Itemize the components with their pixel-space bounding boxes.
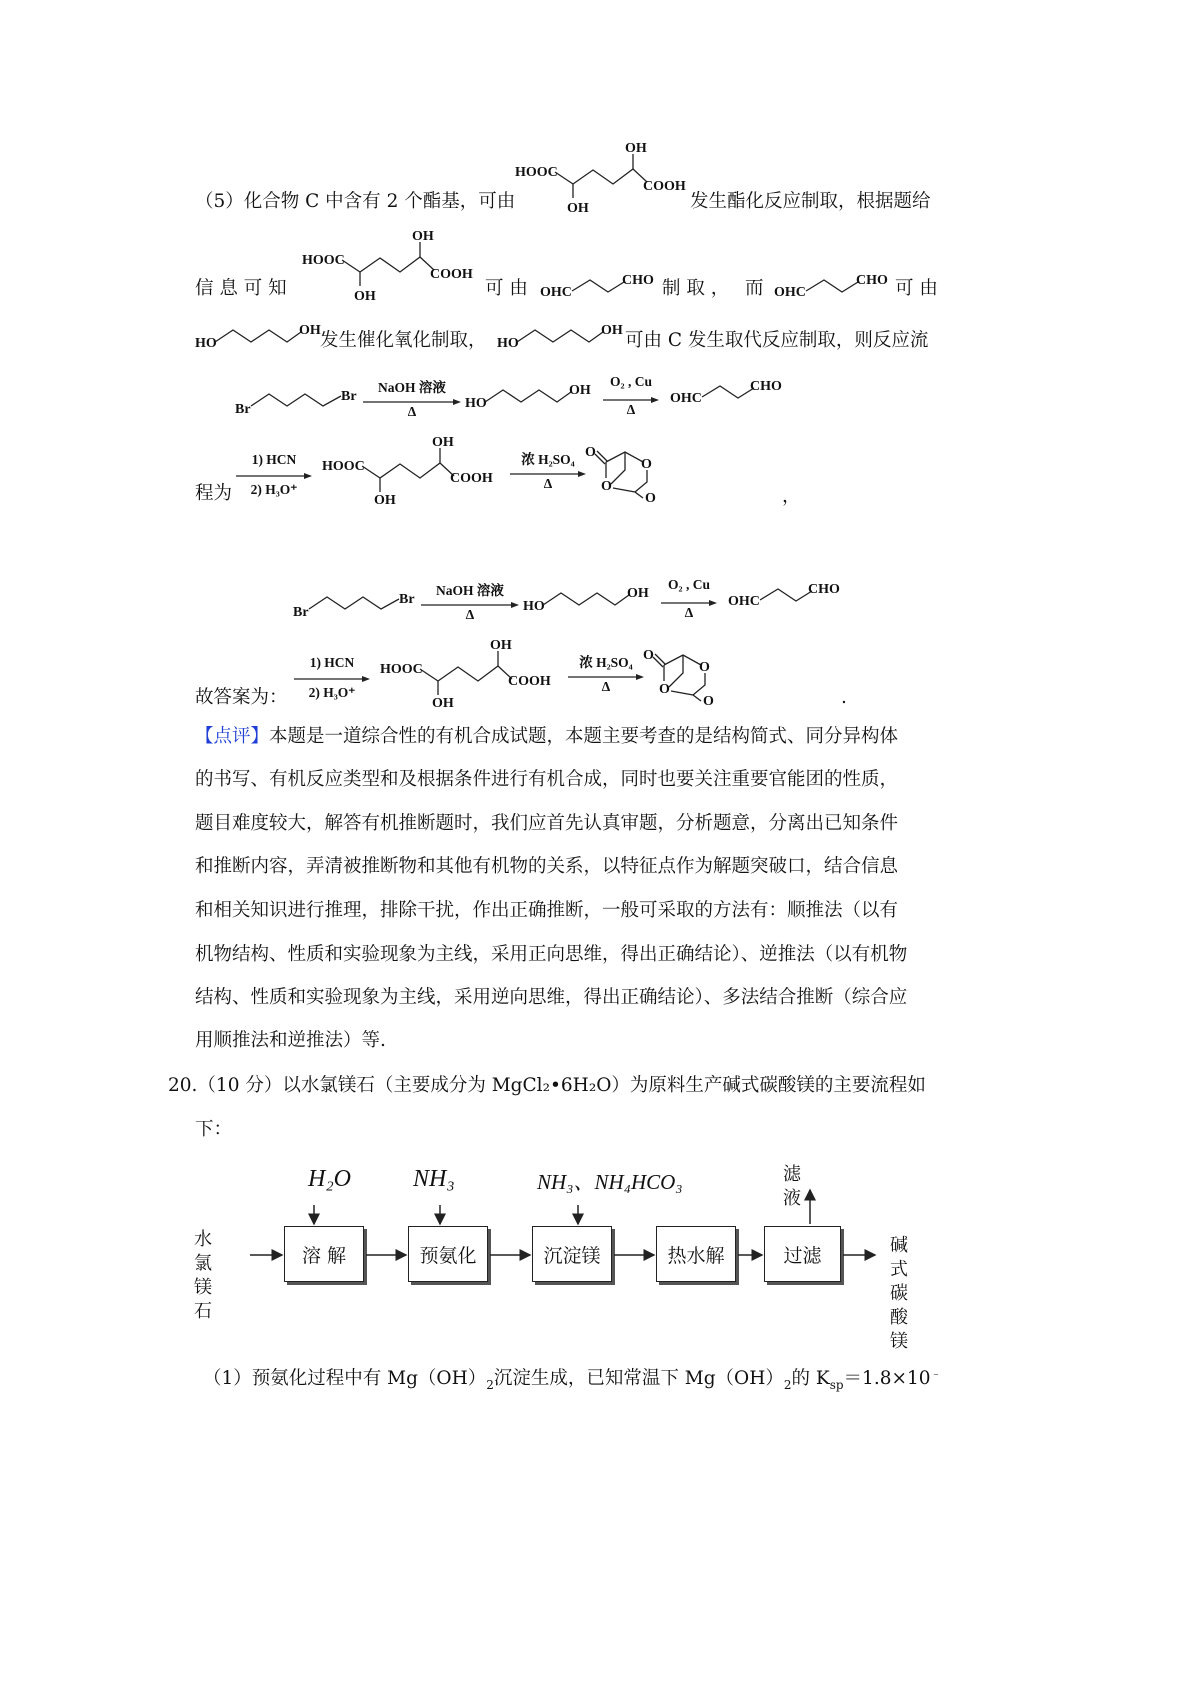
condition-label: Δ	[543, 476, 553, 491]
end-label-line: 碱式	[890, 1235, 908, 1280]
reagent-label: NaOH 溶液	[436, 583, 504, 598]
sub-question-1: （1）预氨化过程中有 $Mg(OH)_2$沉淀生成，已知常温下 $Mg(OH)_2$的 $K_{sp}=1.8\times 10^﹣$	[203, 1367, 942, 1392]
svg-text:O: O	[641, 457, 652, 472]
flow-arrows	[0, 1150, 1200, 1300]
input-label: NH₃	[413, 1166, 455, 1192]
reaction-arrow	[510, 450, 586, 496]
comment-line: 结构、性质和实验现象为主线，采用逆向思维，得出正确结论）、多法结合推断（综合应	[195, 987, 908, 1008]
comment-line: 题目难度较大，解答有机推断题时，我们应首先认真审题，分析题意，分离出已知条件	[195, 813, 899, 834]
reagent-label: 2) H₃O⁺	[308, 685, 356, 700]
reagent-label: O₂ , Cu	[610, 374, 652, 389]
reaction-arrow	[421, 581, 519, 625]
svg-text:O: O	[601, 479, 612, 494]
comment-line: 用顺推法和逆推法）等.	[195, 1030, 386, 1051]
svg-text:HOOC: HOOC	[322, 459, 365, 474]
question-20-stem: 20.（10 分）以水氯镁石（主要成分为 MgCl₂•6H₂O）为原料生产碱式碳酸镁的主要流程如	[168, 1075, 926, 1096]
svg-text:COOH: COOH	[643, 179, 686, 194]
comment-line: 的书写、有机反应类型和及根据条件进行有机合成，同时也要关注重要官能团的性质，	[195, 769, 899, 790]
text-line: ，	[782, 486, 801, 507]
diol-structure	[465, 380, 595, 416]
dibromide-structure	[235, 382, 365, 422]
text-line: 发生催化氧化制取，	[320, 330, 487, 351]
answer-label: 故答案为：	[195, 687, 288, 708]
svg-text:O: O	[645, 491, 656, 506]
comment-line: 和相关知识进行推理，排除干扰，作出正确推断，一般可采取的方法有：顺推法（以有	[195, 900, 899, 921]
svg-text:COOH: COOH	[430, 267, 473, 282]
question-20-stem: 下：	[195, 1119, 233, 1140]
start-label-line: 镁石	[194, 1277, 212, 1322]
diol-structure	[497, 320, 627, 352]
condition-label: Δ	[407, 404, 417, 419]
start-label-line: 水氯	[194, 1229, 212, 1274]
text-line: （5）化合物 C 中含有 2 个酯基，可由	[195, 191, 516, 212]
reagent-label: O₂ , Cu	[668, 577, 710, 592]
comment-tag: 【点评】	[195, 726, 270, 747]
svg-text:OH: OH	[490, 638, 512, 653]
svg-text:Br: Br	[235, 402, 251, 417]
text-line: 可 由	[485, 278, 528, 299]
cyclic-diester-structure	[643, 643, 733, 708]
text-line: 信 息 可 知	[195, 278, 287, 299]
step-pre-ammoniation: 预氨化	[408, 1226, 488, 1282]
text-line: 发生酯化反应制取，根据题给	[690, 191, 931, 212]
reagent-label: 浓 H₂SO₄	[521, 452, 575, 467]
svg-text:OH: OH	[432, 696, 454, 711]
diacid-structure	[322, 432, 502, 512]
output-label: 滤液	[783, 1164, 801, 1209]
svg-text:OH: OH	[625, 141, 647, 156]
condition-label: Δ	[626, 402, 636, 417]
input-label: H₂O	[308, 1166, 352, 1192]
svg-text:OH: OH	[567, 201, 589, 216]
svg-text:CHO: CHO	[750, 379, 782, 394]
text-line: .	[841, 687, 847, 708]
svg-text:HO: HO	[523, 599, 545, 614]
svg-text:CHO: CHO	[856, 273, 888, 288]
condition-label: Δ	[601, 679, 611, 694]
reagent-label: 2) H₃O⁺	[250, 482, 298, 497]
svg-text:O: O	[659, 682, 670, 697]
svg-text:O: O	[585, 445, 596, 460]
comment-text: 本题是一道综合性的有机合成试题，本题主要考查的是结构简式、同分异构体	[269, 726, 899, 747]
step-dissolve: 溶 解	[284, 1226, 364, 1282]
diacid-structure	[380, 635, 560, 715]
text-line: 程为	[195, 483, 233, 504]
svg-text:OH: OH	[601, 323, 623, 338]
svg-text:OHC: OHC	[540, 285, 572, 300]
svg-text:OH: OH	[354, 289, 376, 304]
svg-text:OH: OH	[432, 435, 454, 450]
input-label: NH₃、NH₄HCO₃	[537, 1170, 683, 1194]
reaction-arrow	[603, 376, 659, 420]
svg-text:COOH: COOH	[450, 471, 493, 486]
svg-text:Br: Br	[293, 605, 309, 620]
svg-text:OHC: OHC	[774, 285, 806, 300]
svg-text:HO: HO	[195, 336, 217, 351]
svg-text:CHO: CHO	[808, 582, 840, 597]
svg-text:OH: OH	[412, 229, 434, 244]
step-hydrolysis: 热水解	[656, 1226, 736, 1282]
comment-line: 和推断内容，弄清被推断物和其他有机物的关系，以特征点作为解题突破口，结合信息	[195, 856, 899, 877]
condition-label: Δ	[465, 607, 475, 622]
svg-text:OH: OH	[299, 323, 321, 338]
comment-line: 机物结构、性质和实验现象为主线，采用正向思维，得出正确结论）、逆推法（以有机物	[195, 944, 908, 965]
text-line: 而	[745, 278, 764, 299]
reagent-label: 1) HCN	[251, 452, 297, 467]
svg-text:HO: HO	[465, 396, 487, 411]
reagent-label: 1) HCN	[309, 655, 355, 670]
svg-text:O: O	[643, 648, 654, 663]
reaction-arrow	[363, 378, 461, 422]
dialdehyde-structure	[728, 575, 848, 615]
text-line: 可 由	[895, 278, 938, 299]
svg-text:Br: Br	[341, 389, 357, 404]
comment-line	[195, 728, 898, 747]
diol-structure	[523, 583, 653, 619]
text-line: 可由 C 发生取代反应制取，则反应流	[625, 330, 929, 351]
end-label-line: 碳酸镁	[890, 1283, 908, 1352]
step-precipitate-mg: 沉淀镁	[532, 1226, 612, 1282]
reaction-arrow	[568, 653, 644, 699]
svg-text:OH: OH	[374, 493, 396, 508]
svg-text:HOOC: HOOC	[302, 253, 345, 268]
svg-text:OHC: OHC	[728, 594, 760, 609]
reagent-label: 浓 H₂SO₄	[579, 655, 633, 670]
step-filter: 过滤	[764, 1226, 841, 1282]
reaction-arrow	[661, 579, 717, 623]
svg-text:O: O	[699, 660, 710, 675]
condition-label: Δ	[684, 605, 694, 620]
reagent-label: NaOH 溶液	[378, 380, 446, 395]
svg-text:HOOC: HOOC	[515, 165, 558, 180]
dialdehyde-structure	[670, 372, 790, 412]
svg-text:O: O	[703, 694, 714, 709]
svg-text:OH: OH	[627, 586, 649, 601]
svg-text:COOH: COOH	[508, 674, 551, 689]
reaction-arrow	[294, 655, 370, 703]
dibromide-structure	[293, 585, 423, 625]
reaction-arrow	[236, 452, 312, 500]
svg-text:HO: HO	[497, 336, 519, 351]
diol-structure	[195, 320, 325, 352]
svg-text:OH: OH	[569, 383, 591, 398]
svg-text:HOOC: HOOC	[380, 662, 423, 677]
cyclic-diester-structure	[585, 440, 675, 505]
svg-text:OHC: OHC	[670, 391, 702, 406]
svg-text:Br: Br	[399, 592, 415, 607]
svg-text:CHO: CHO	[622, 273, 654, 288]
text-line: 制 取 ，	[662, 278, 730, 299]
